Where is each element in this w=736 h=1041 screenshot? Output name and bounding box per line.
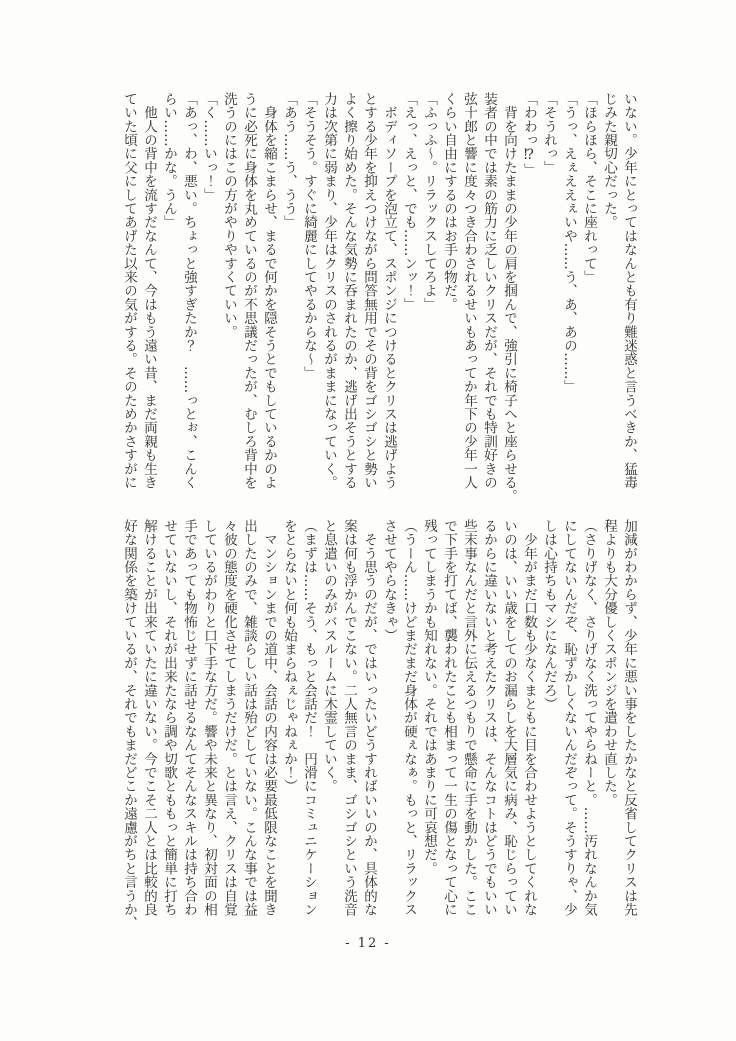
text-line: させてやらなきゃ） <box>381 519 397 643</box>
text-line: ボディソープを泡立て、スポンジにつけるとクリスは逃げよう <box>381 92 397 490</box>
text-line: （さりげなく、さりげなく洗ってやらねーと。……汚れなんか気 <box>581 519 597 917</box>
text-block-bottom <box>119 519 639 941</box>
text-line: 出したのみで、雑談らしい話は殆どしていない。こんな事では益 <box>241 519 257 917</box>
text-line: 「ほらほら、そこに座れって」 <box>581 92 597 284</box>
text-line: 案は何も浮かんでこない。二人無言のまま、ゴシゴシという洗音 <box>341 519 357 917</box>
text-line: しているがわりと口下手な方だ。響や未来と異なり、初対面の相 <box>201 519 217 917</box>
text-line: にしてないんだぞ、恥ずかしくないんだぞって。そうすりゃ、少 <box>561 519 577 917</box>
page-number: - 12 - <box>345 936 391 951</box>
text-block-top <box>119 92 639 514</box>
text-line: で下手を打てば、襲われたことも相まって一生の傷となって心に <box>441 519 457 917</box>
text-line: 少年がまだ口数も少なくまともに目を合わせようとしてくれな <box>521 519 537 917</box>
text-line: ていた頃に父にしてあげた以来の気がする。そのためかさすがに <box>121 92 137 490</box>
text-line: 「えっ、えっと、でも……ンッ！」 <box>401 92 417 312</box>
text-line: いのは、いい歳をしてのお漏らしを大層気に病み、恥じらってい <box>501 519 517 917</box>
text-line: 力は次第に弱まり、少年はクリスのされるがままになっていく。 <box>321 92 337 490</box>
text-line: 装者の中では素の筋力に乏しいクリスだが、それでも特訓好きの <box>481 92 497 490</box>
text-line: と息遣いのみがバスルームに木霊していく。 <box>321 519 337 793</box>
text-line: 「あっ、わ、悪い。ちょっと強すぎたか？ ……っとぉ、こんく <box>181 92 197 490</box>
text-line: 「そうれっ」 <box>541 92 557 175</box>
text-line: （うーん……けどまだまだ身体が硬ぇなぁ。もっと、リラックス <box>401 519 417 917</box>
text-line: いない。少年にとってはなんとも有り難迷惑と言うべきか、猛毒 <box>621 92 637 490</box>
text-line: うに必死に身体を丸めているのが不思議だったが、むしろ背中を <box>241 92 257 490</box>
text-line: 「ふっふ〜。リラックスしてろよ」 <box>421 92 437 312</box>
text-line: せていないし、それが出来たなら調や切歌とももっと簡単に打ち <box>161 519 177 917</box>
text-line: くらい自由にするのはお手の物だ。 <box>441 92 457 312</box>
text-line: マンションまでの道中、会話の内容は必要最低限なことを聞き <box>261 519 277 917</box>
text-line: 「く……いっ！」 <box>201 92 217 202</box>
text-line: 他人の背中を流すだなんて、今はもう遠い昔、まだ両親も生き <box>141 92 157 490</box>
text-line: 「うっ、えぇええぇいや……う、あ、あの……」 <box>561 92 577 394</box>
text-line: じみた親切心だった。 <box>601 92 617 229</box>
text-line: 手であっても物怖じせずに話せるなんてそんなスキルは持ち合わ <box>181 519 197 917</box>
text-line: とする少年を抑えつけながら問答無用でその背をゴシゴシと勢い <box>361 92 377 490</box>
text-line: 々彼の態度を硬化させてしまうだけだ。とは言え、クリスは自覚 <box>221 519 237 917</box>
text-line: 身体を縮こまらせ、まるで何かを隠そうとでもしているかのよ <box>261 92 277 490</box>
text-line: 「そうそう。すぐに綺麗にしてやるからな〜」 <box>301 92 317 380</box>
text-line: 些末事なんだと言外に伝えるつもりで懸命に手を動かした。ここ <box>461 519 477 917</box>
text-line: そう思うのだが、ではいったいどうすればいいのか、具体的な <box>361 519 377 917</box>
text-line: 加減がわからず、少年に悪い事をしたかなと反省してクリスは先 <box>621 519 637 917</box>
text-line: 「あう……う、うう」 <box>281 92 297 229</box>
text-line: 洗うのにはこの方がやりやすくていい。 <box>221 92 237 339</box>
text-line: 残ってしまうかも知れない。それではあまりに可哀想だ。 <box>421 519 437 876</box>
text-line: 弦十郎と響に度々つき合わされるせいもあってか年下の少年一人 <box>461 92 477 490</box>
text-line: （まずは……そう、もっと会話だ！ 円滑にコミュニケーション <box>301 519 317 917</box>
text-line: をとらないと何も始まらねぇじゃねぇか！） <box>281 519 297 793</box>
text-line: 程よりも大分優しくスポンジを遣わせ直した。 <box>601 519 617 807</box>
text-line: よく擦り始めた。そんな気勢に呑まれたのか、逃げ出そうとする <box>341 92 357 490</box>
text-line: しは心持ちもマシになんだろ） <box>541 519 557 711</box>
text-line: 好な関係を築けているが、それでもまだどこか遠慮がちと言うか、 <box>121 519 137 930</box>
text-line: 解けることが出来ていたに違いない。今でこそ二人とは比較的良 <box>141 519 157 917</box>
text-line: るからに違いないと考えたクリスは、そんなコトはどうでもいい <box>481 519 497 917</box>
text-line: らい……かな。うん」 <box>161 92 177 229</box>
text-line: 背を向けたままの少年の肩を掴んで、強引に椅子へと座らせる。 <box>501 92 517 503</box>
text-line: 「わわっ⁉」 <box>521 92 537 177</box>
